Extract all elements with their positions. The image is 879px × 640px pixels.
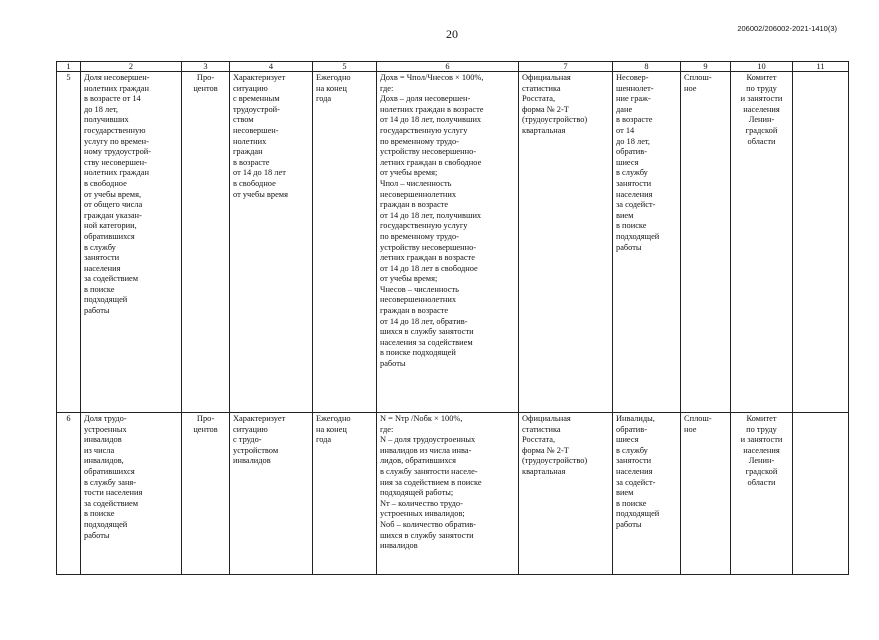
empty-cell	[793, 72, 849, 413]
column-header: 7	[519, 62, 613, 72]
document-code: 206002/206002-2021-1410(3)	[737, 24, 837, 33]
unit-of-measure: Про- центов	[182, 413, 230, 575]
calculation-formula: Дохв = Чпол/Чнесов × 100%, где: Дохв – доля несовершен- нолетних граждан в возрасте от 14 до 18 лет, получивших государственную услугу по временному трудо- устройству несовершенно- летних граждан в свободное от учебы время; Чпол – численность несовершеннолетних граждан в возрасте от 14 до 18 лет, получивших государственную услугу по временному трудо- устройству несовершенно- летних граждан в возрасте от 14 до 18 лет в свободное от учебы время; Чнесов – численность несовершеннолетних граждан в возрасте от 14 до 18 лет, обратив- шихся в службу занятости населения за содействием в поиске подходящей работы	[377, 72, 519, 413]
calculation-formula: N = Nтр /Nобк × 100%, где: N – доля трудоустроенных инвалидов из числа инва- лидов, обратившихся в службу занятости населе- ния за содействием в поиске подходящей работы; Nт – количество трудо- устроенных инвалидов; Nоб – количество обратив- шихся в службу занятости инвалидов	[377, 413, 519, 575]
observation-method: Сплош- ное	[681, 413, 731, 575]
periodicity: Ежегодно на конец года	[313, 72, 377, 413]
column-header: 3	[182, 62, 230, 72]
observation-method: Сплош- ное	[681, 72, 731, 413]
unit-of-measure: Про- центов	[182, 72, 230, 413]
empty-cell	[793, 413, 849, 575]
column-header: 9	[681, 62, 731, 72]
periodicity: Ежегодно на конец года	[313, 413, 377, 575]
data-source: Официальная статистика Росстата, форма № 2-Т (трудоустройство) квартальная	[519, 413, 613, 575]
table-row	[57, 72, 849, 413]
observation-unit: Несовер- шеннолет- ние граж- дане в возрасте от 14 до 18 лет, обратив- шиеся в службу занятости населения за содейст- вием в поиске подходящей работы	[613, 72, 681, 413]
indicator-definition: Характеризует ситуацию с трудо- устройством инвалидов	[230, 413, 313, 575]
data-source: Официальная статистика Росстата, форма № 2-Т (трудоустройство) квартальная	[519, 72, 613, 413]
page-number: 20	[446, 27, 458, 41]
column-header: 10	[731, 62, 793, 72]
header-row	[57, 62, 849, 72]
column-header: 4	[230, 62, 313, 72]
observation-unit: Инвалиды, обратив- шиеся в службу занятости населения за содейст- вием в поиске подходящей работы	[613, 413, 681, 575]
responsible-body: Комитет по труду и занятости населения Ленин- градской области	[731, 72, 793, 413]
responsible-body: Комитет по труду и занятости населения Ленин- градской области	[731, 413, 793, 575]
column-header: 8	[613, 62, 681, 72]
row-number: 6	[57, 413, 81, 575]
column-header: 2	[81, 62, 182, 72]
indicator-definition: Характеризует ситуацию с временным трудоустрой- ством несовершен- нолетних граждан в возрасте от 14 до 18 лет в свободное от учебы время	[230, 72, 313, 413]
row-number: 5	[57, 72, 81, 413]
indicator-name: Доля трудо- устроенных инвалидов из числа инвалидов, обратившихся в службу заня- тости населения за содействием в поиске подходящей работы	[81, 413, 182, 575]
table-row	[57, 413, 849, 575]
column-header: 1	[57, 62, 81, 72]
column-header: 6	[377, 62, 519, 72]
indicator-name: Доля несовершен- нолетних граждан в возрасте от 14 до 18 лет, получивших государственную услугу по времен- ному трудоустрой- ству несовершен- нолетних граждан в свободное от учебы время, от общего числа граждан указан- ной категории, обратившихся в службу занятости населения за содействием в поиске подходящей работы	[81, 72, 182, 413]
column-header: 5	[313, 62, 377, 72]
indicators-table	[56, 61, 849, 575]
column-header: 11	[793, 62, 849, 72]
